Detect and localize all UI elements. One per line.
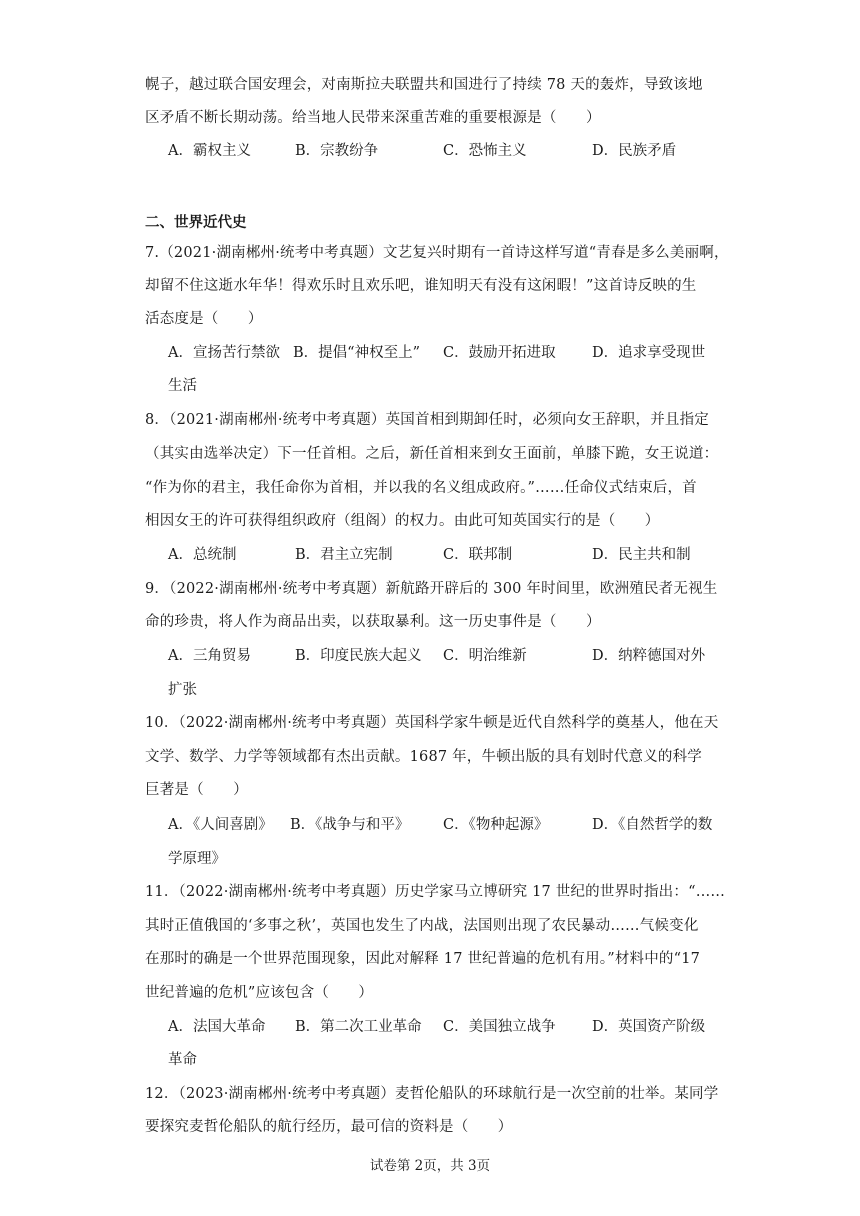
question-11-option-continuation: 革命 [168,1052,197,1068]
option-c: C．联邦制 [443,547,513,563]
question-10-text-line: 巨著是（ ） [145,782,248,798]
question-7-option-continuation: 生活 [168,378,197,394]
option-b: B．宗教纷争 [295,143,379,159]
option-c: C．《物种起源》 [443,817,549,833]
option-a: A．三角贸易 [168,648,251,664]
question-8-text-line: 8．（2021·湖南郴州·统考中考真题）英国首相到期卸任时，必须向女王辞职，并且指定 [145,412,709,428]
option-d: D．纳粹德国对外 [592,648,706,664]
question-12-text-line: 12．（2023·湖南郴州·统考中考真题）麦哲伦船队的环球航行是一次空前的壮举。某同学 [145,1086,719,1102]
question-9-option-continuation: 扩张 [168,682,197,698]
question-12-text-line: 要探究麦哲伦船队的航行经历，最可信的资料是（ ） [145,1119,513,1135]
question-6-options [168,141,728,161]
question-8-text-line: （其实由选举决定）下一任首相。之后，新任首相来到女王面前，单膝下跪，女王说道： [145,446,719,462]
option-b: B．第二次工业革命 [295,1019,422,1035]
option-d: D．《自然哲学的数 [592,817,713,833]
option-b: B．《战争与和平》 [290,817,410,833]
option-a: A．总统制 [168,547,237,563]
question-11-options [168,1017,728,1037]
page-footer: 试卷第 2页，共 3页 [369,1158,491,1174]
question-11-text-line: 世纪普遍的危机”应该包含（ ） [145,985,374,1001]
question-7-text-line: 活态度是（ ） [145,311,263,327]
question-11-text-line: 11．（2022·湖南郴州·统考中考真题）历史学家马立博研究 17 世纪的世界时指出：“…… [145,884,726,900]
question-6-text-line: 幌子，越过联合国安理会，对南斯拉夫联盟共和国进行了持续 78 天的轰炸，导致该地 [145,77,703,93]
option-b: B．君主立宪制 [295,547,393,563]
question-11-text-line: 在那时的确是一个世界范围现象，因此对解释 17 世纪普遍的危机有用。”材料中的“17 [145,951,701,967]
question-9-options [168,646,728,666]
option-d: D．英国资产阶级 [592,1019,706,1035]
question-8-text-line: 相因女王的许可获得组织政府（组阁）的权力。由此可知英国实行的是（ ） [145,513,660,529]
question-9-text-line: 9．（2022·湖南郴州·统考中考真题）新航路开辟后的 300 年时间里，欧洲殖民者无视生 [145,581,718,597]
option-c: C．明治维新 [443,648,527,664]
option-c: C．美国独立战争 [443,1019,556,1035]
question-7-text-line: 却留不住这逝水年华！得欢乐时且欢乐吧，谁知明天有没有这闲暇！”这首诗反映的生 [145,278,697,294]
question-8-options [168,545,728,565]
question-10-options [168,815,728,835]
option-b: B．提倡“神权至上” [293,345,420,361]
question-10-text-line: 文学、数学、力学等领域都有杰出贡献。1687 年，牛顿出版的具有划时代意义的科学 [145,749,703,765]
option-a: A．法国大革命 [168,1019,266,1035]
option-c: C．鼓励开拓进取 [443,345,556,361]
option-b: B．印度民族大起义 [295,648,422,664]
question-10-text-line: 10．（2022·湖南郴州·统考中考真题）英国科学家牛顿是近代自然科学的奠基人，他在天 [145,715,719,731]
question-9-text-line: 命的珍贵，将人作为商品出卖，以获取暴利。这一历史事件是（ ） [145,614,601,630]
option-c: C．恐怖主义 [443,143,527,159]
question-8-text-line: “作为你的君主，我任命你为首相，并以我的名义组成政府。”……任命仪式结束后，首 [145,480,697,496]
question-11-text-line: 其时正值俄国的‘多事之秋’，英国也发生了内战，法国则出现了农民暴动……气候变化 [145,918,699,934]
question-6-text-line: 区矛盾不断长期动荡。给当地人民带来深重苦难的重要根源是（ ） [145,110,601,126]
section-title: 二、世界近代史 [145,215,247,231]
option-a: A．《人间喜剧》 [168,817,273,833]
option-d: D．民族矛盾 [592,143,677,159]
option-d: D．追求享受现世 [592,345,706,361]
option-a: A．宣扬苦行禁欲 [168,345,280,361]
question-10-option-continuation: 学原理》 [168,851,226,867]
option-a: A．霸权主义 [168,143,251,159]
question-7-options [168,343,728,363]
question-7-text-line: 7.（2021·湖南郴州·统考中考真题）文艺复兴时期有一首诗这样写道“青春是多么美丽啊， [145,245,729,261]
option-d: D．民主共和制 [592,547,691,563]
